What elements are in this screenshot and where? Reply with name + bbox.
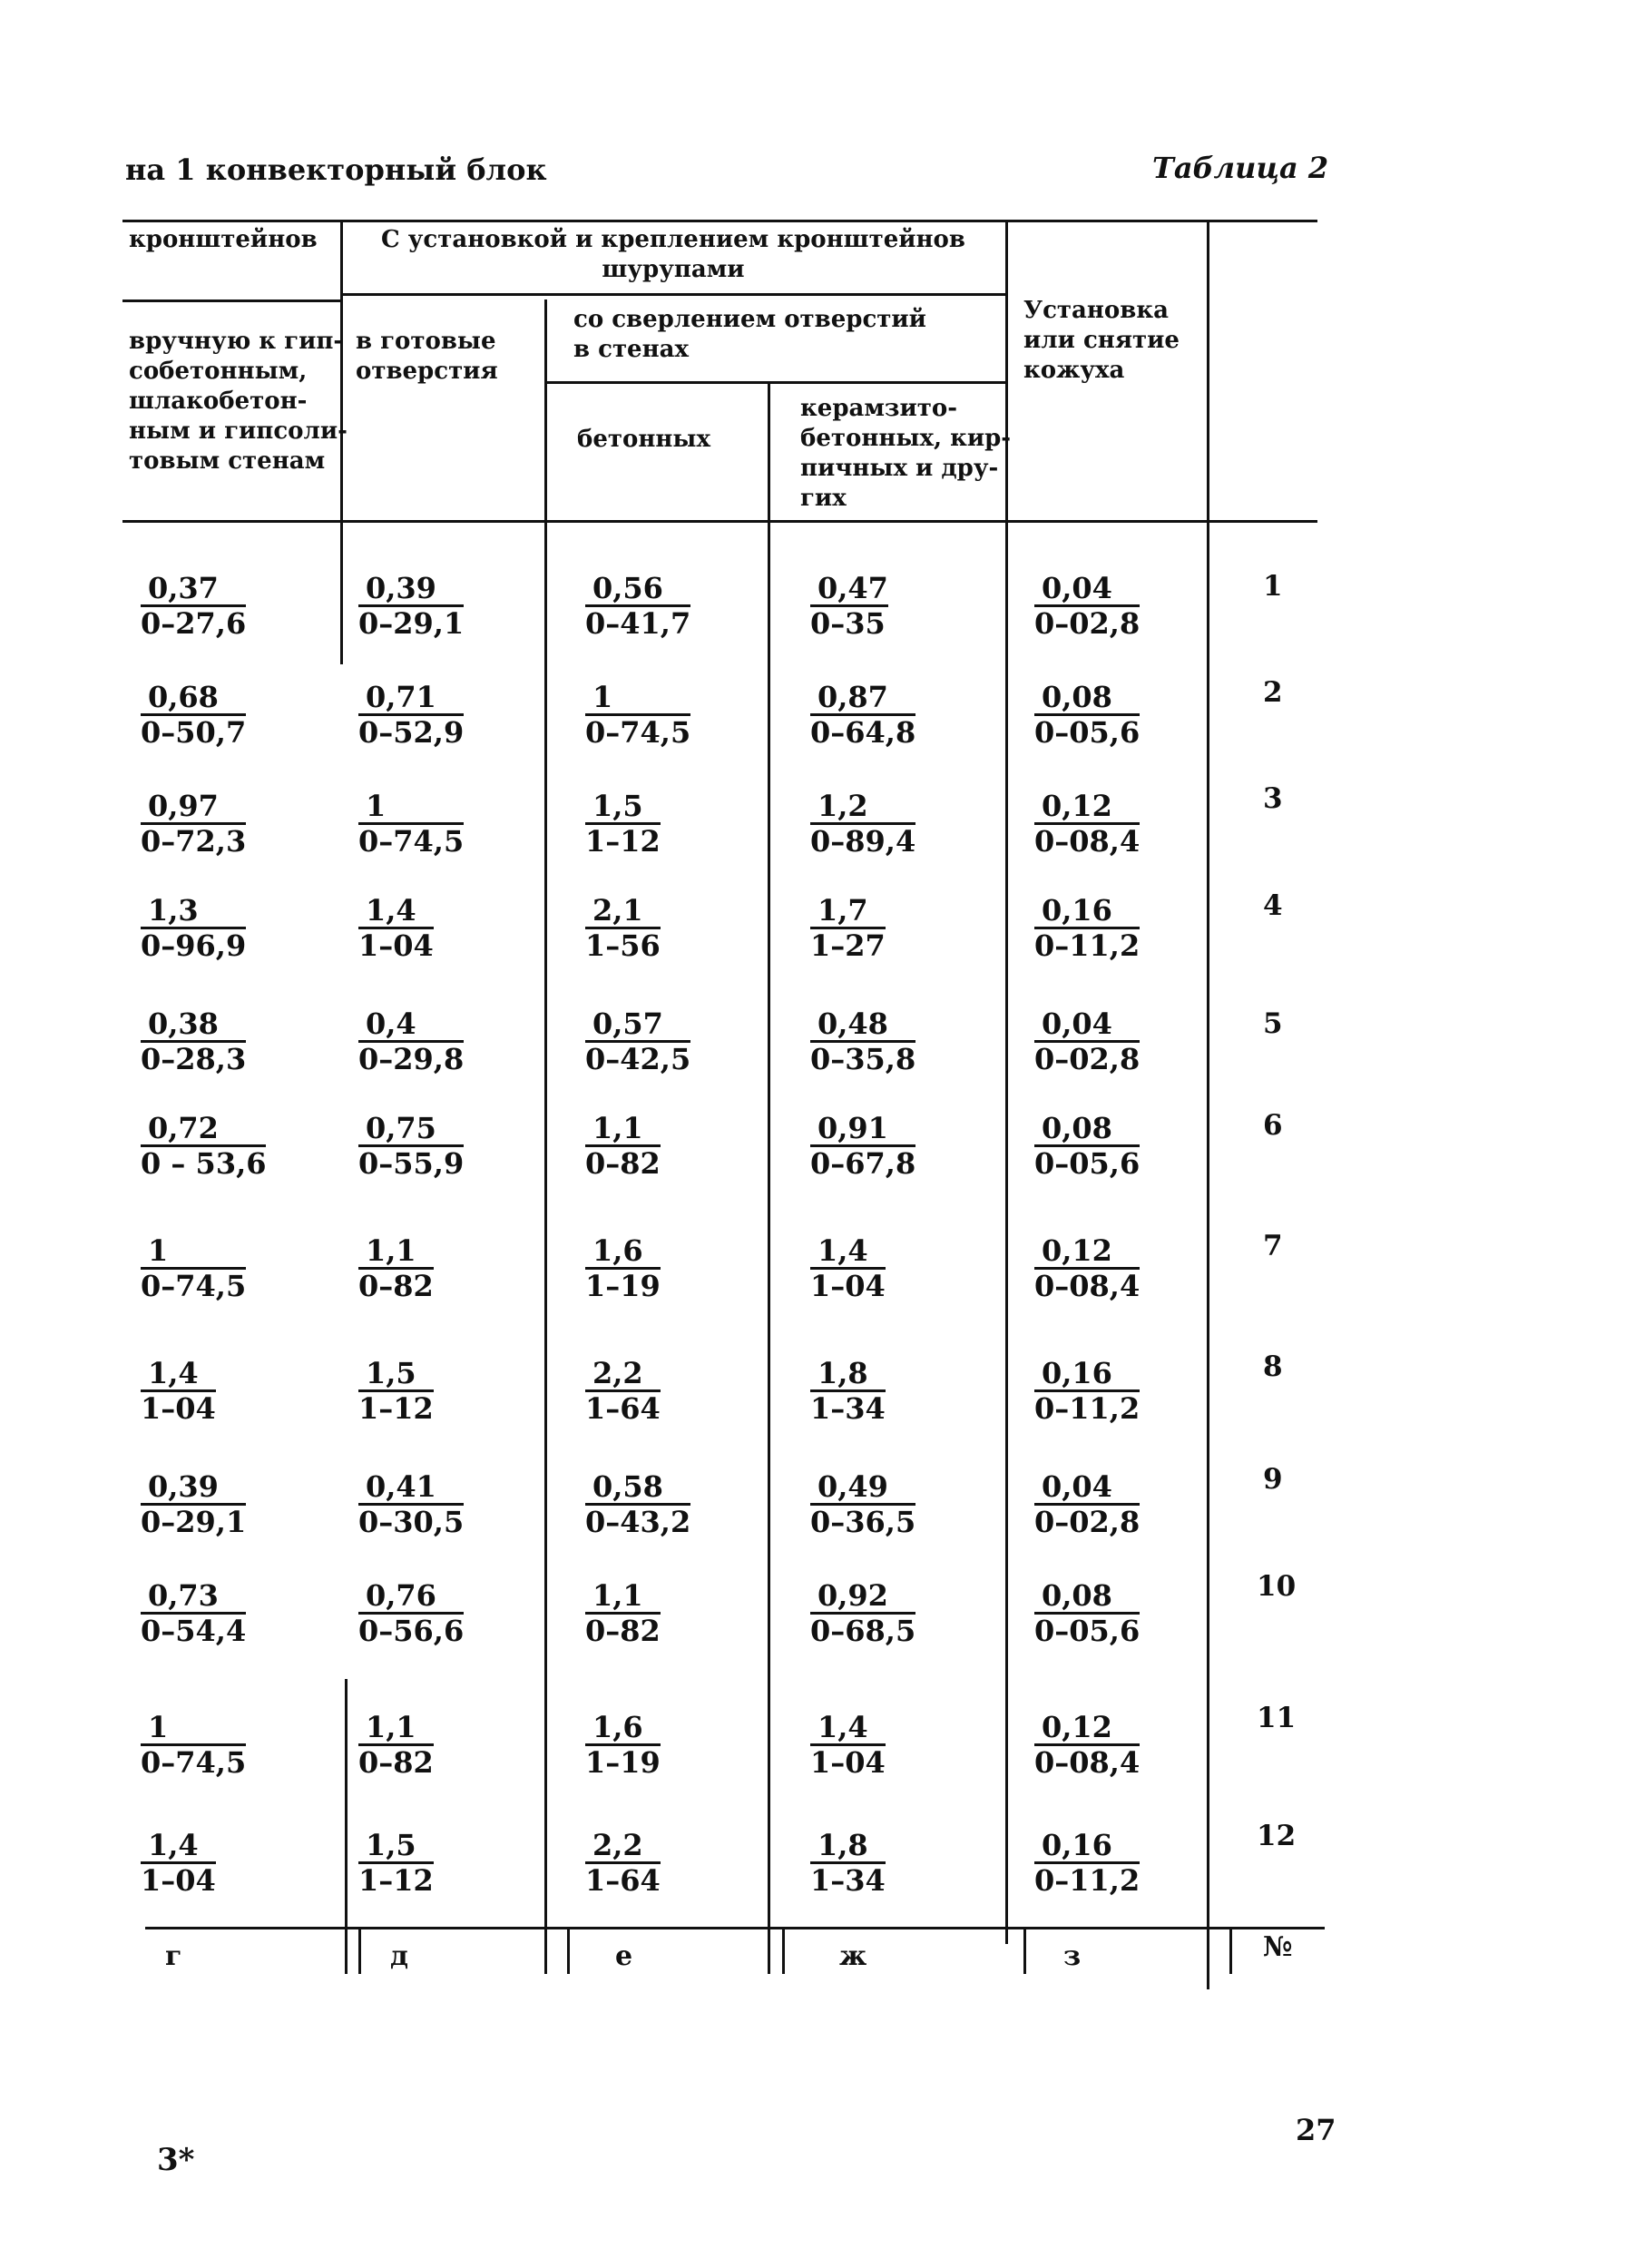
cell-concrete: [585, 1470, 690, 1538]
fraction-denominator: 1–27: [810, 928, 886, 963]
fraction-numerator: 1,7: [810, 894, 886, 929]
header-col-zh: керамзито- бетонных, кир- пичных и дру- гих: [800, 395, 1012, 512]
fraction-numerator: 0,39: [141, 1470, 246, 1506]
fraction-numerator: 0,92: [810, 1579, 915, 1615]
cell-manual: [141, 572, 246, 640]
fraction-denominator: 0–64,8: [810, 715, 916, 750]
cell-manual: [141, 1234, 246, 1302]
fraction-denominator: 0–28,3: [141, 1042, 247, 1076]
fraction-denominator: 0–50,7: [141, 715, 247, 750]
fraction-denominator: 1–34: [810, 1391, 886, 1426]
fraction-numerator: 0,56: [585, 572, 690, 607]
fraction-numerator: 0,68: [141, 681, 246, 716]
fraction-denominator: 1–04: [810, 1269, 886, 1303]
fraction-numerator: 1,4: [141, 1829, 216, 1864]
fraction-numerator: 1,1: [358, 1711, 434, 1746]
row-number: 3: [1263, 782, 1283, 815]
signature-mark: 3*: [157, 2142, 195, 2178]
fraction-denominator: 0–29,1: [141, 1505, 247, 1539]
fraction-numerator: 1,8: [810, 1829, 886, 1864]
fraction-denominator: 0–35,8: [810, 1042, 916, 1076]
cell-brick: [810, 1234, 886, 1302]
fraction-denominator: 0–08,4: [1034, 1269, 1141, 1303]
fraction-numerator: 1: [141, 1711, 246, 1746]
fraction-numerator: 0,04: [1034, 1470, 1140, 1506]
col-letter-g: г: [165, 1940, 182, 1972]
fraction-denominator: 1–12: [585, 824, 661, 859]
fraction-denominator: 0–05,6: [1034, 715, 1141, 750]
fraction-denominator: 0–96,9: [141, 928, 247, 963]
fraction-numerator: 0,73: [141, 1579, 246, 1615]
fraction-numerator: 1,5: [358, 1829, 434, 1864]
fraction-denominator: 0–82: [358, 1745, 434, 1780]
fraction-numerator: 0,16: [1034, 1357, 1140, 1392]
fraction-denominator: 1–64: [585, 1863, 661, 1898]
fraction-numerator: 0,08: [1034, 681, 1140, 716]
cell-brick: [810, 1470, 915, 1538]
fraction-denominator: 0–68,5: [810, 1614, 916, 1648]
row-number: 12: [1257, 1820, 1297, 1852]
fraction-denominator: 0–82: [585, 1146, 661, 1181]
cell-concrete: [585, 790, 661, 858]
cell-manual: [141, 1579, 246, 1647]
row-number: 2: [1263, 676, 1283, 709]
fraction-denominator: 0–36,5: [810, 1505, 916, 1539]
cell-concrete: [585, 894, 661, 962]
fraction-numerator: 1: [358, 790, 464, 825]
cell-concrete: [585, 681, 690, 749]
fraction-numerator: 1,4: [810, 1234, 886, 1270]
fraction-numerator: 1,4: [810, 1711, 886, 1746]
fraction-denominator: 0–02,8: [1034, 606, 1141, 641]
fraction-denominator: 0 – 53,6: [141, 1146, 267, 1181]
fraction-denominator: 0–82: [585, 1614, 661, 1648]
fraction-numerator: 0,58: [585, 1470, 690, 1506]
cell-brick: [810, 572, 888, 640]
cell-brick: [810, 1829, 886, 1897]
fraction-numerator: 0,12: [1034, 1234, 1140, 1270]
fraction-denominator: 0–43,2: [585, 1505, 691, 1539]
fraction-numerator: 1,1: [585, 1112, 661, 1147]
fraction-numerator: 0,4: [358, 1007, 464, 1043]
fraction-numerator: 1,3: [141, 894, 246, 929]
cell-brick: [810, 1579, 915, 1647]
col-letter-zh: ж: [839, 1940, 867, 1972]
cell-ready-holes: [358, 1112, 464, 1180]
fraction-denominator: 0–54,4: [141, 1614, 247, 1648]
cell-ready-holes: [358, 1711, 434, 1779]
row-number: 7: [1263, 1230, 1283, 1262]
fraction-numerator: 0,91: [810, 1112, 915, 1147]
fraction-denominator: 0–08,4: [1034, 824, 1141, 859]
row-number: 4: [1263, 889, 1283, 922]
fraction-denominator: 0–35: [810, 606, 886, 641]
row-number: 11: [1257, 1702, 1297, 1734]
fraction-numerator: 0,39: [358, 572, 464, 607]
cell-manual: [141, 1357, 216, 1425]
fraction-numerator: 1: [585, 681, 690, 716]
fraction-numerator: 0,75: [358, 1112, 464, 1147]
fraction-numerator: 1: [141, 1234, 246, 1270]
table-caption: на 1 конвекторный блок: [125, 152, 547, 187]
cell-brick: [810, 1007, 915, 1075]
cell-ready-holes: [358, 1234, 434, 1302]
page-number: 27: [1296, 2113, 1336, 2147]
fraction-numerator: 1,4: [358, 894, 434, 929]
cell-manual: [141, 894, 246, 962]
fraction-numerator: 1,6: [585, 1711, 661, 1746]
fraction-denominator: 0–41,7: [585, 606, 691, 641]
cell-brick: [810, 894, 886, 962]
cell-manual: [141, 1007, 246, 1075]
fraction-numerator: 0,08: [1034, 1112, 1140, 1147]
fraction-denominator: 1–56: [585, 928, 661, 963]
fraction-numerator: 0,41: [358, 1470, 464, 1506]
fraction-numerator: 1,2: [810, 790, 915, 825]
header-col-e: бетонных: [577, 426, 710, 453]
cell-concrete: [585, 1007, 690, 1075]
fraction-numerator: 1,5: [585, 790, 661, 825]
fraction-denominator: 1–34: [810, 1863, 886, 1898]
fraction-numerator: 0,47: [810, 572, 888, 607]
fraction-denominator: 0–30,5: [358, 1505, 465, 1539]
cell-casing: [1034, 1711, 1140, 1779]
col-letter-num: №: [1263, 1931, 1293, 1963]
fraction-numerator: 0,04: [1034, 572, 1140, 607]
fraction-numerator: 0,38: [141, 1007, 246, 1043]
header-col-z: Установка или снятие кожуха: [1023, 297, 1180, 384]
fraction-numerator: 0,48: [810, 1007, 915, 1043]
cell-manual: [141, 790, 246, 858]
fraction-denominator: 0–05,6: [1034, 1146, 1141, 1181]
cell-ready-holes: [358, 1829, 434, 1897]
fraction-numerator: 0,57: [585, 1007, 690, 1043]
header-brackets: кронштейнов: [129, 226, 318, 253]
cell-concrete: [585, 1112, 661, 1180]
fraction-denominator: 1–04: [141, 1863, 216, 1898]
cell-ready-holes: [358, 790, 464, 858]
cell-casing: [1034, 1579, 1140, 1647]
cell-brick: [810, 681, 915, 749]
cell-brick: [810, 1357, 886, 1425]
header-drilling: со сверлением отверстий в стенах: [573, 306, 926, 363]
cell-concrete: [585, 1234, 661, 1302]
fraction-numerator: 1,4: [141, 1357, 216, 1392]
fraction-numerator: 0,71: [358, 681, 464, 716]
fraction-denominator: 0–11,2: [1034, 1863, 1141, 1898]
fraction-numerator: 0,87: [810, 681, 915, 716]
header-col-g: вручную к гип- собетонным, шлакобетон- ным и гипсоли- товым стенам: [129, 328, 348, 475]
fraction-denominator: 0–74,5: [141, 1269, 247, 1303]
fraction-denominator: 1–19: [585, 1269, 661, 1303]
col-letter-d: д: [390, 1940, 408, 1972]
fraction-denominator: 0–55,9: [358, 1146, 465, 1181]
fraction-denominator: 0–05,6: [1034, 1614, 1141, 1648]
fraction-numerator: 0,12: [1034, 790, 1140, 825]
cell-ready-holes: [358, 1357, 434, 1425]
fraction-numerator: 1,1: [358, 1234, 434, 1270]
row-number: 1: [1263, 570, 1283, 603]
fraction-numerator: 0,08: [1034, 1579, 1140, 1615]
fraction-denominator: 0–52,9: [358, 715, 465, 750]
fraction-denominator: 0–82: [358, 1269, 434, 1303]
cell-manual: [141, 681, 246, 749]
fraction-denominator: 0–56,6: [358, 1614, 465, 1648]
cell-ready-holes: [358, 894, 434, 962]
row-number: 5: [1263, 1007, 1283, 1040]
fraction-denominator: 0–74,5: [141, 1745, 247, 1780]
fraction-denominator: 0–29,8: [358, 1042, 465, 1076]
cell-casing: [1034, 1829, 1140, 1897]
fraction-denominator: 0–02,8: [1034, 1505, 1141, 1539]
fraction-denominator: 0–11,2: [1034, 928, 1141, 963]
col-letter-e: е: [615, 1940, 633, 1972]
fraction-denominator: 0–02,8: [1034, 1042, 1141, 1076]
row-number: 10: [1257, 1570, 1297, 1603]
table-number: Таблица 2: [1152, 151, 1329, 185]
fraction-numerator: 2,2: [585, 1829, 661, 1864]
cell-concrete: [585, 1711, 661, 1779]
fraction-numerator: 0,49: [810, 1470, 915, 1506]
cell-brick: [810, 1112, 915, 1180]
cell-ready-holes: [358, 572, 464, 640]
fraction-denominator: 1–19: [585, 1745, 661, 1780]
cell-manual: [141, 1829, 216, 1897]
cell-casing: [1034, 894, 1140, 962]
fraction-denominator: 0–72,3: [141, 824, 247, 859]
cell-ready-holes: [358, 681, 464, 749]
cell-casing: [1034, 1007, 1140, 1075]
fraction-numerator: 0,04: [1034, 1007, 1140, 1043]
header-col-d: в готовые отверстия: [356, 328, 498, 385]
cell-ready-holes: [358, 1579, 464, 1647]
cell-casing: [1034, 572, 1140, 640]
fraction-numerator: 1,1: [585, 1579, 661, 1615]
fraction-numerator: 1,6: [585, 1234, 661, 1270]
fraction-numerator: 0,37: [141, 572, 246, 607]
cell-casing: [1034, 1112, 1140, 1180]
fraction-denominator: 0–42,5: [585, 1042, 691, 1076]
cell-manual: [141, 1711, 246, 1779]
fraction-denominator: 0–08,4: [1034, 1745, 1141, 1780]
fraction-numerator: 0,72: [141, 1112, 266, 1147]
row-number: 9: [1263, 1463, 1283, 1496]
fraction-denominator: 1–04: [810, 1745, 886, 1780]
fraction-denominator: 1–12: [358, 1863, 434, 1898]
fraction-denominator: 0–74,5: [358, 824, 465, 859]
cell-brick: [810, 790, 915, 858]
cell-brick: [810, 1711, 886, 1779]
cell-ready-holes: [358, 1007, 464, 1075]
row-number: 6: [1263, 1109, 1283, 1142]
fraction-numerator: 1,5: [358, 1357, 434, 1392]
cell-casing: [1034, 1357, 1140, 1425]
fraction-denominator: 0–29,1: [358, 606, 465, 641]
fraction-denominator: 1–04: [358, 928, 434, 963]
cell-casing: [1034, 1234, 1140, 1302]
fraction-numerator: 0,12: [1034, 1711, 1140, 1746]
fraction-numerator: 2,2: [585, 1357, 661, 1392]
fraction-denominator: 1–04: [141, 1391, 216, 1426]
cell-concrete: [585, 1357, 661, 1425]
fraction-numerator: 0,16: [1034, 894, 1140, 929]
cell-casing: [1034, 1470, 1140, 1538]
row-number: 8: [1263, 1350, 1283, 1383]
fraction-denominator: 1–12: [358, 1391, 434, 1426]
cell-casing: [1034, 790, 1140, 858]
fraction-numerator: 0,76: [358, 1579, 464, 1615]
header-screw-mounting: С установкой и креплением кронштейнов шурупами: [381, 226, 965, 283]
fraction-numerator: 2,1: [585, 894, 661, 929]
fraction-denominator: 0–27,6: [141, 606, 247, 641]
col-letter-z: з: [1063, 1940, 1082, 1972]
fraction-denominator: 0–11,2: [1034, 1391, 1141, 1426]
cell-concrete: [585, 1829, 661, 1897]
cell-casing: [1034, 681, 1140, 749]
cell-ready-holes: [358, 1470, 464, 1538]
fraction-denominator: 0–67,8: [810, 1146, 916, 1181]
fraction-denominator: 0–74,5: [585, 715, 691, 750]
fraction-numerator: 0,97: [141, 790, 246, 825]
fraction-denominator: 0–89,4: [810, 824, 916, 859]
cell-manual: [141, 1470, 246, 1538]
fraction-numerator: 1,8: [810, 1357, 886, 1392]
cell-concrete: [585, 572, 690, 640]
cell-concrete: [585, 1579, 661, 1647]
fraction-numerator: 0,16: [1034, 1829, 1140, 1864]
fraction-denominator: 1–64: [585, 1391, 661, 1426]
cell-manual: [141, 1112, 266, 1180]
